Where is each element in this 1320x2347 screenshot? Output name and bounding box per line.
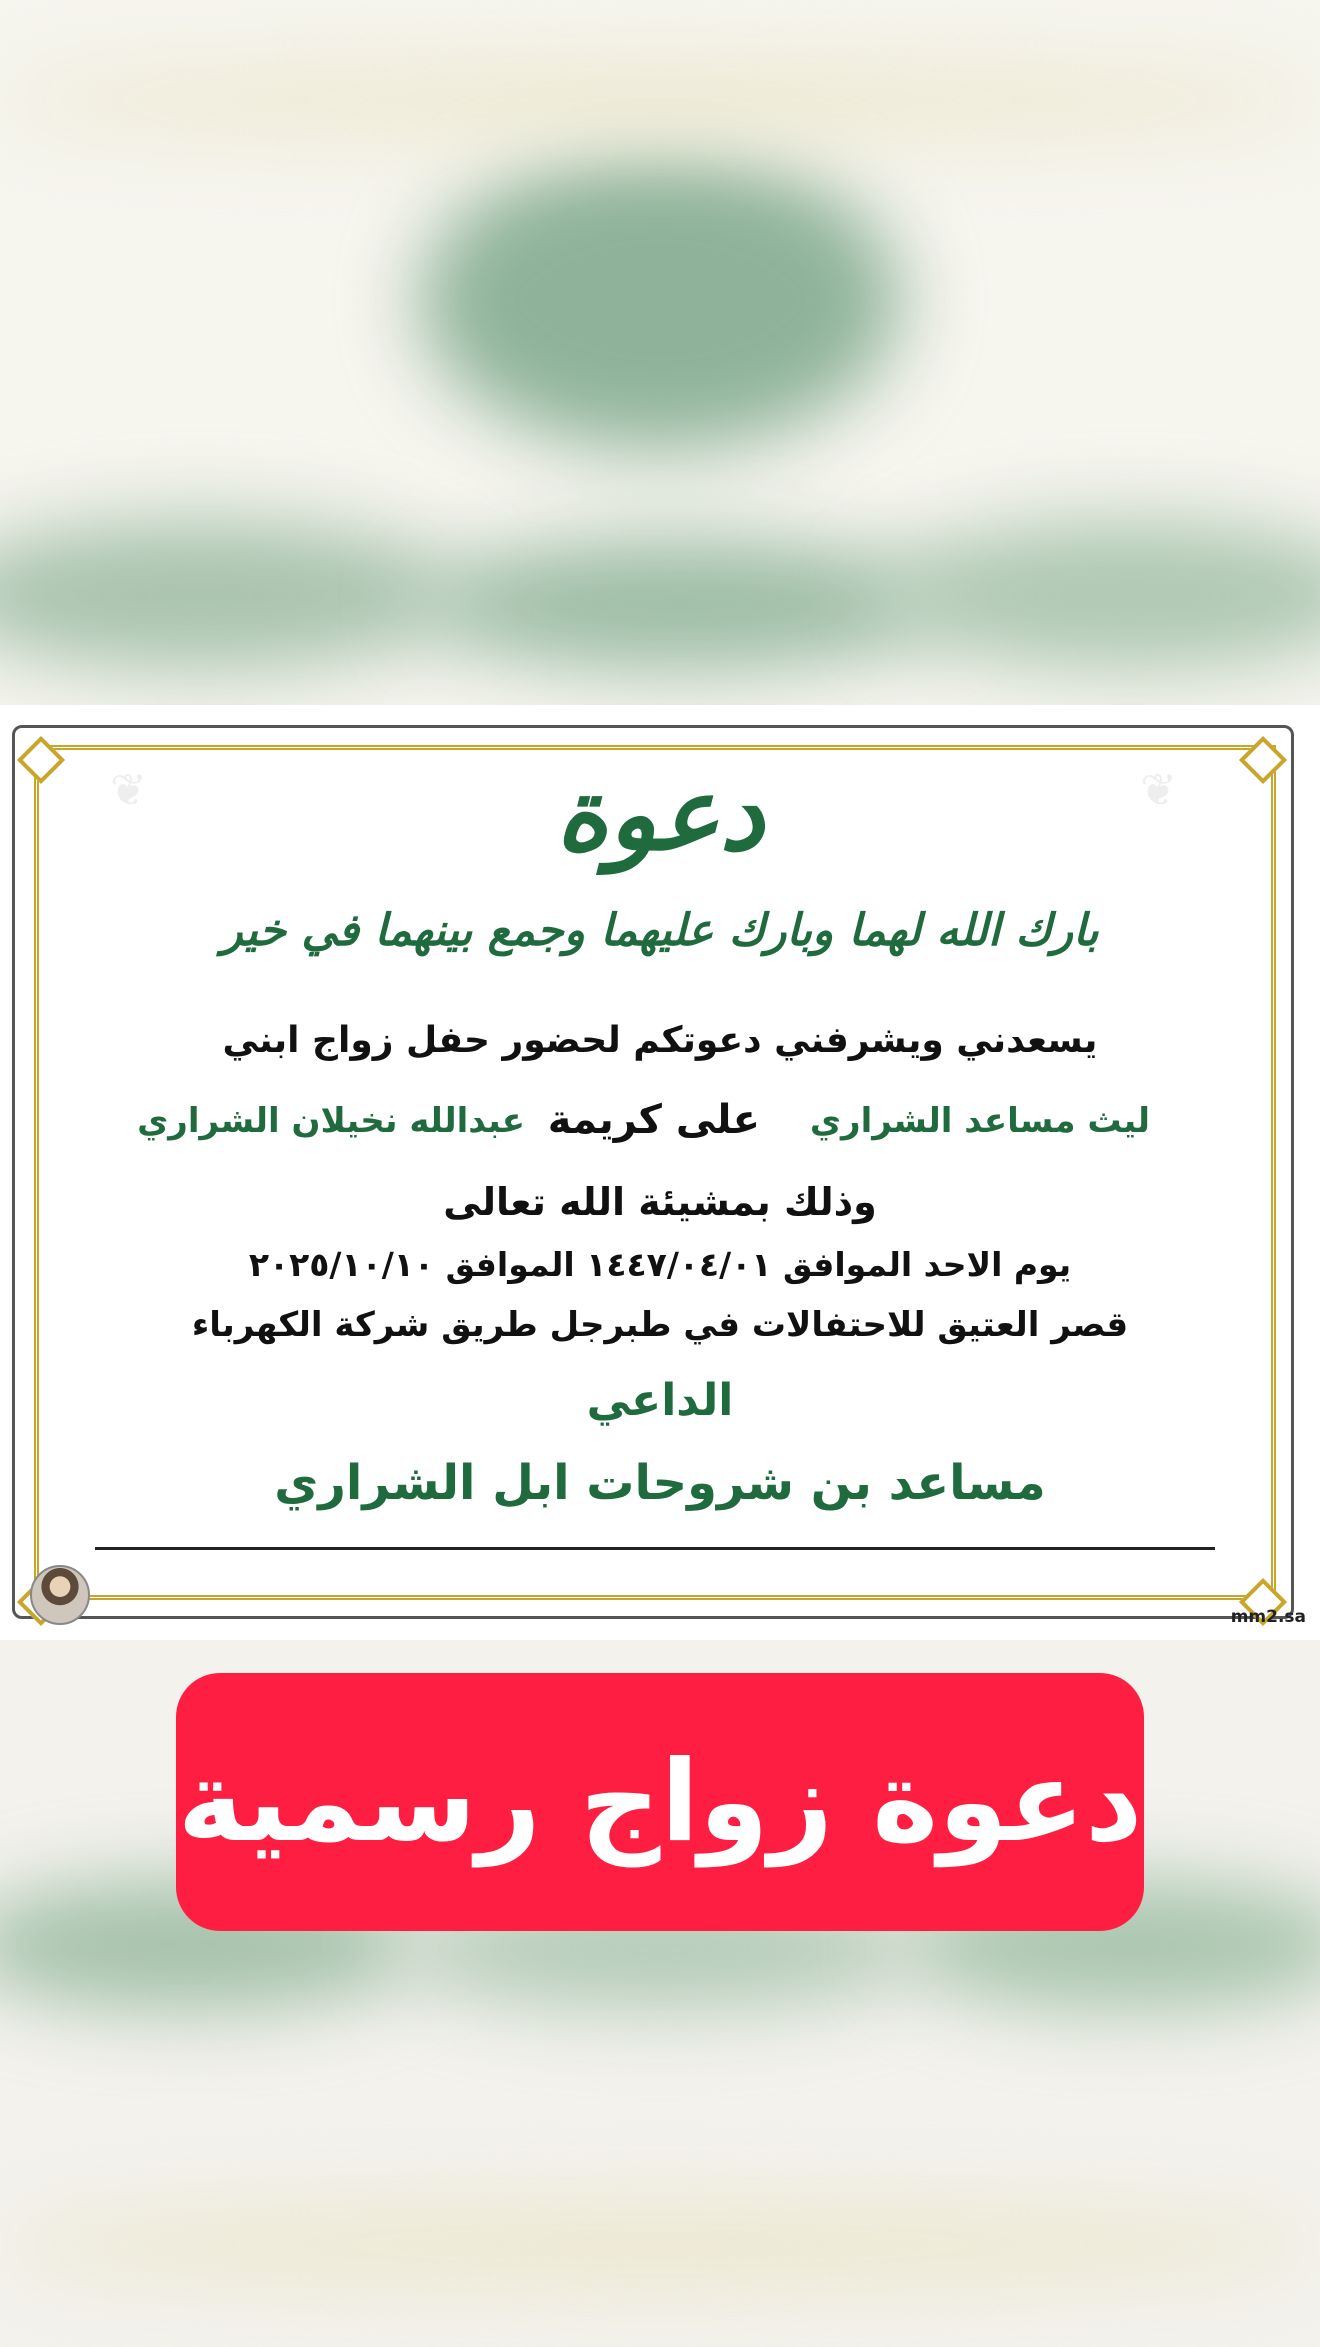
invitation-card (0, 705, 1320, 1640)
names-row (0, 1097, 1320, 1147)
bride-father-name: عبدالله نخيلان الشراري (137, 1101, 525, 1141)
connector-text: على كريمة (547, 1097, 760, 1143)
date-text: يوم الاحد الموافق ١٤٤٧/٠٤/٠١ الموافق ٢٠٢٥/١٠/١٠ (248, 1245, 1072, 1284)
will-of-god-text: وذلك بمشيئة الله تعالى (443, 1180, 877, 1224)
invitation-title-calligraphy: دعوة (555, 755, 765, 873)
watermark-icon: ❦ (1140, 765, 1177, 816)
site-watermark: mm2.sa (1230, 1607, 1306, 1627)
blessing-calligraphy: بارك الله لهما وبارك عليهما وجمع بينهما في خير (221, 905, 1099, 956)
title-banner (176, 1673, 1144, 1931)
venue-text: قصر العتيق للاحتفالات في طبرجل طريق شركة الكهرباء (191, 1305, 1129, 1345)
host-name: مساعد بن شروحات ابل الشراري (274, 1455, 1046, 1511)
divider-line (95, 1547, 1215, 1550)
blurred-background-top (0, 0, 1320, 705)
watermark-icon: ❦ (110, 765, 147, 816)
banner-title: دعوة زواج رسمية (177, 1737, 1143, 1867)
author-avatar-logo (30, 1565, 90, 1625)
intro-text: يسعدني ويشرفني دعوتكم لحضور حفل زواج ابني (222, 1020, 1098, 1061)
groom-name: ليث مساعد الشراري (809, 1101, 1150, 1141)
host-label: الداعي (586, 1375, 734, 1426)
